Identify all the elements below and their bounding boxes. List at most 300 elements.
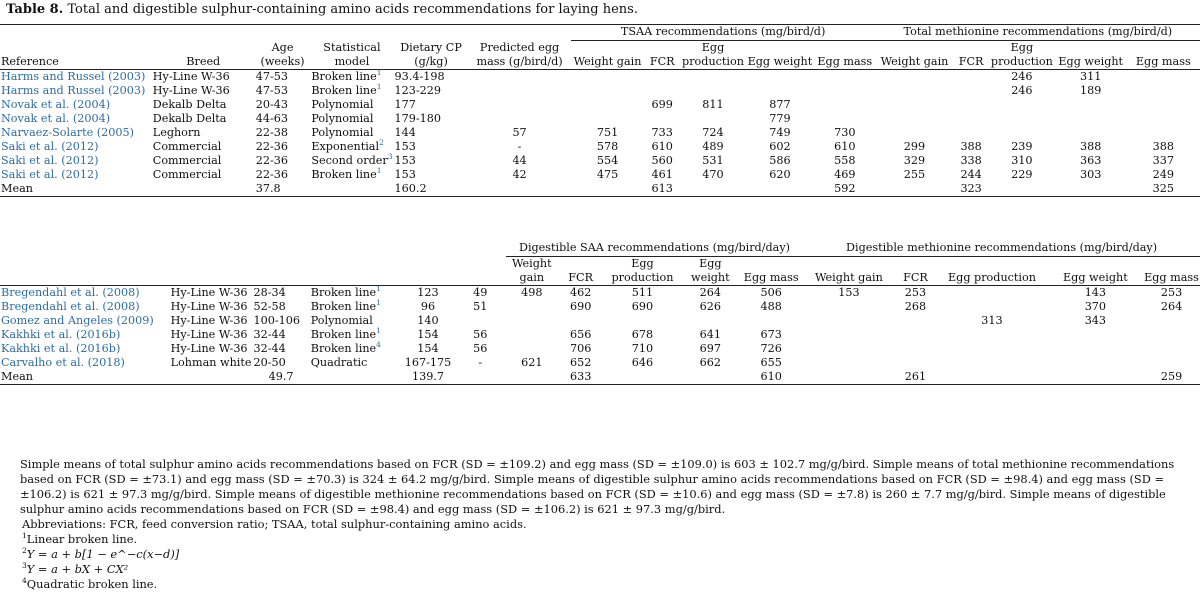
value-cell xyxy=(746,84,814,98)
footnote-4: $^4$Quadratic broken line. xyxy=(22,576,158,591)
breed-cell: Hy-Line W-36 xyxy=(170,300,248,313)
mean-saa-fcr: 633 xyxy=(558,370,604,385)
value-cell: 610 xyxy=(834,140,856,153)
value-cell xyxy=(1055,98,1127,112)
value-cell xyxy=(895,328,937,342)
age-cell: 22-36 xyxy=(255,168,288,181)
col-met-egg-mass: Egg mass xyxy=(1127,41,1200,70)
value-cell: 475 xyxy=(596,168,619,181)
col-dmet-egg-production: Egg production xyxy=(936,257,1047,286)
value-cell xyxy=(803,300,894,314)
value-cell: 264 xyxy=(699,286,721,299)
tsaa-table xyxy=(0,24,1200,197)
value-cell xyxy=(814,98,876,112)
value-cell xyxy=(953,112,989,126)
value-cell xyxy=(1055,112,1127,126)
col-saa-weight-gain: Weight gain xyxy=(506,257,558,286)
value-cell: 656 xyxy=(569,328,592,341)
value-cell: 249 xyxy=(1152,168,1174,181)
predicted-egg-mass-cell: 42 xyxy=(512,168,527,181)
model-name: Second order xyxy=(311,154,388,167)
predicted-egg-mass-cell: 51 xyxy=(473,300,488,313)
table-row xyxy=(0,286,1200,301)
reference-link[interactable]: Kakhki et al. (2016b) xyxy=(1,342,121,355)
value-cell xyxy=(746,70,814,85)
value-cell xyxy=(739,314,803,328)
table-footnotes xyxy=(20,457,1198,592)
footnote-3: $^3$Y = a + bX + CX² xyxy=(22,561,129,576)
statistical-model-cell xyxy=(310,84,393,98)
value-cell: 153 xyxy=(838,286,860,299)
breed-cell: Lohman white xyxy=(170,356,252,369)
footnote-marker[interactable]: 1 xyxy=(376,298,381,307)
reference-link[interactable]: Bregendahl et al. (2008) xyxy=(1,300,140,313)
model-name: Broken line xyxy=(310,342,377,355)
cp-cell: 153 xyxy=(394,168,416,181)
value-cell: 338 xyxy=(960,154,982,167)
reference-link[interactable]: Kakhki et al. (2016b) xyxy=(1,328,121,341)
predicted-egg-mass-cell: 49 xyxy=(473,286,488,299)
value-cell xyxy=(1143,328,1200,342)
value-cell xyxy=(1143,356,1200,370)
cp-cell: 96 xyxy=(420,300,436,313)
mean-label: Mean xyxy=(0,370,170,385)
value-cell: 313 xyxy=(981,314,1003,327)
statistical-model-cell xyxy=(310,112,393,126)
value-cell xyxy=(895,342,937,356)
value-cell xyxy=(1143,314,1200,328)
predicted-egg-mass-cell xyxy=(469,112,571,126)
cp-cell: 144 xyxy=(394,126,416,139)
value-cell: 370 xyxy=(1084,300,1107,313)
value-cell xyxy=(936,342,1047,356)
reference-link[interactable]: Harms and Russel (2003) xyxy=(1,84,146,97)
value-cell: 602 xyxy=(769,140,791,153)
reference-link[interactable]: Narvaez-Solarte (2005) xyxy=(1,126,134,139)
column-header-row xyxy=(0,257,1200,286)
value-cell xyxy=(803,314,894,328)
footnote-marker[interactable]: 1 xyxy=(376,284,381,293)
breed-cell: Dekalb Delta xyxy=(152,98,227,111)
col-met-weight-gain: Weight gain xyxy=(876,41,954,70)
value-cell xyxy=(558,314,604,328)
table-title: Total and digestible sulphur-containing amino acids recommendations for laying hens. xyxy=(63,2,638,17)
value-cell: 461 xyxy=(651,168,673,181)
value-cell xyxy=(571,98,645,112)
value-cell: 462 xyxy=(569,286,592,299)
col-saa-egg-production: Egg production xyxy=(604,257,682,286)
table-row xyxy=(0,112,1200,126)
value-cell: 311 xyxy=(1080,70,1102,83)
col-tsaa-egg-production: Egg production xyxy=(682,41,744,68)
statistical-model-cell xyxy=(310,314,402,328)
table-row xyxy=(0,328,1200,342)
age-cell: 100-106 xyxy=(253,314,300,327)
value-cell: 560 xyxy=(651,154,673,167)
value-cell: 706 xyxy=(569,342,592,355)
cp-cell: 154 xyxy=(417,328,439,341)
value-cell: 652 xyxy=(569,356,592,369)
footnote-marker[interactable]: 1 xyxy=(376,68,382,77)
col-tsaa-fcr: FCR xyxy=(644,41,680,70)
col-met-egg-weight: Egg weight xyxy=(1055,41,1127,70)
value-cell xyxy=(936,356,1047,370)
statistical-model-cell xyxy=(310,300,402,314)
value-cell xyxy=(814,70,876,85)
value-cell xyxy=(506,300,558,314)
value-cell xyxy=(1048,356,1143,370)
age-cell: 47-53 xyxy=(255,84,288,97)
age-cell: 22-38 xyxy=(255,126,288,139)
value-cell: 749 xyxy=(769,126,791,139)
tsaa-table-body xyxy=(0,70,1200,183)
model-name: Quadratic xyxy=(310,356,368,369)
predicted-egg-mass-cell: 56 xyxy=(473,342,488,355)
breed-cell: Hy-Line W-36 xyxy=(170,314,248,327)
model-name: Polynomial xyxy=(311,112,374,125)
table-row xyxy=(0,126,1200,140)
value-cell xyxy=(876,126,954,140)
mean-dmet-egg-mass: 259 xyxy=(1143,370,1200,385)
reference-link[interactable]: Carvalho et al. (2018) xyxy=(1,356,125,369)
header-group-row xyxy=(0,241,1200,257)
model-name: Polynomial xyxy=(310,314,373,327)
value-cell xyxy=(1127,98,1200,112)
breed-cell: Hy-Line W-36 xyxy=(170,342,248,355)
value-cell: 646 xyxy=(631,356,654,369)
model-name: Broken line xyxy=(311,70,377,83)
value-cell xyxy=(680,84,746,98)
mean-cp: 160.2 xyxy=(394,182,469,197)
value-cell: 506 xyxy=(760,286,782,299)
value-cell: 310 xyxy=(1011,154,1033,167)
table-row xyxy=(0,70,1200,85)
col-age: Age (weeks) xyxy=(255,41,311,70)
table-row xyxy=(0,300,1200,314)
breed-cell: Hy-Line W-36 xyxy=(170,328,248,341)
statistical-model-cell xyxy=(310,342,402,356)
dig-methionine-group-header: Digestible methionine recommendations (mg/bird/day) xyxy=(803,241,1200,257)
mean-tsaa-egg-mass: 592 xyxy=(814,182,876,197)
value-cell xyxy=(876,70,954,85)
age-cell: 22-36 xyxy=(255,154,288,167)
reference-link[interactable]: Saki et al. (2012) xyxy=(1,168,99,181)
mean-saa-egg-mass: 610 xyxy=(739,370,803,385)
cp-cell: 179-180 xyxy=(394,112,442,125)
value-cell xyxy=(803,342,894,356)
breed-cell: Dekalb Delta xyxy=(152,112,227,125)
value-cell xyxy=(953,84,989,98)
reference-link[interactable]: Bregendahl et al. (2008) xyxy=(1,286,140,299)
value-cell: 488 xyxy=(760,300,782,313)
abbreviations-note: Abbreviations: FCR, feed conversion ratio; TSAA, total sulphur-containing amino acids. xyxy=(22,517,527,531)
value-cell xyxy=(1048,328,1143,342)
value-cell xyxy=(1055,126,1127,140)
predicted-egg-mass-cell xyxy=(469,98,571,112)
breed-cell: Hy-Line W-36 xyxy=(170,286,248,299)
col-saa-egg-weight: Egg weight xyxy=(681,257,739,286)
value-cell: 511 xyxy=(631,286,654,299)
value-cell: 779 xyxy=(769,112,791,125)
breed-cell: Commercial xyxy=(152,154,222,167)
value-cell: 255 xyxy=(903,168,926,181)
breed-cell: Leghorn xyxy=(152,126,201,139)
value-cell xyxy=(895,356,937,370)
value-cell: 498 xyxy=(521,286,543,299)
statistical-model-cell xyxy=(310,356,402,370)
digestible-table xyxy=(0,241,1200,385)
col-saa-fcr: FCR xyxy=(558,257,604,286)
value-cell: 710 xyxy=(631,342,654,355)
value-cell: 641 xyxy=(699,328,721,341)
col-tsaa-egg-weight: Egg weight xyxy=(746,41,814,70)
value-cell: 337 xyxy=(1152,154,1174,167)
cp-cell: 167-175 xyxy=(404,356,452,369)
col-saa-egg-mass: Egg mass xyxy=(739,257,803,286)
value-cell xyxy=(506,328,558,342)
cp-cell: 123-229 xyxy=(394,84,442,97)
value-cell: 586 xyxy=(769,154,791,167)
value-cell xyxy=(571,112,645,126)
value-cell xyxy=(936,300,1047,314)
column-header-row xyxy=(0,41,1200,70)
statistical-model-cell xyxy=(310,168,393,182)
value-cell: 246 xyxy=(1011,70,1033,83)
value-cell xyxy=(803,356,894,370)
value-cell xyxy=(989,98,1055,112)
mean-met-egg-mass: 325 xyxy=(1127,182,1200,197)
formula-2: Y = a + b[1 − e^−c(x−d)] xyxy=(26,547,180,561)
value-cell xyxy=(644,84,680,98)
reference-link[interactable]: Novak et al. (2004) xyxy=(1,112,111,125)
value-cell: 268 xyxy=(904,300,927,313)
value-cell: 697 xyxy=(699,342,721,355)
value-cell: 253 xyxy=(904,286,927,299)
age-cell: 47-53 xyxy=(255,70,288,83)
footnote-marker[interactable]: 1 xyxy=(376,326,381,335)
value-cell: 730 xyxy=(834,126,856,139)
model-name: Broken line xyxy=(310,286,377,299)
col-tsaa-egg-mass: Egg mass xyxy=(814,41,876,70)
value-cell: 264 xyxy=(1160,300,1183,313)
mean-age: 37.8 xyxy=(255,182,311,197)
predicted-egg-mass-cell: 57 xyxy=(512,126,527,139)
methionine-group-header: Total methionine recommendations (mg/bird/d) xyxy=(876,25,1200,41)
col-model: Statistical model xyxy=(310,41,393,70)
value-cell: 673 xyxy=(760,328,782,341)
predicted-egg-mass-cell: 44 xyxy=(512,154,527,167)
value-cell: 620 xyxy=(769,168,791,181)
mean-age: 49.7 xyxy=(253,370,310,385)
value-cell xyxy=(681,314,739,328)
reference-link[interactable]: Gomez and Angeles (2009) xyxy=(1,314,154,327)
value-cell: 143 xyxy=(1084,286,1107,299)
value-cell xyxy=(506,314,558,328)
value-cell xyxy=(571,70,645,85)
cp-cell: 140 xyxy=(417,314,439,327)
mean-cp: 139.7 xyxy=(401,370,455,385)
value-cell xyxy=(1127,84,1200,98)
age-cell: 20-50 xyxy=(253,356,286,369)
value-cell: 470 xyxy=(702,168,724,181)
value-cell xyxy=(814,112,876,126)
value-cell xyxy=(644,112,680,126)
header-group-row xyxy=(0,25,1200,41)
value-cell: 578 xyxy=(596,140,619,153)
tsaa-group-header: TSAA recommendations (mg/bird/d) xyxy=(571,25,876,41)
predicted-egg-mass-cell xyxy=(469,84,571,98)
value-cell xyxy=(604,314,682,328)
value-cell: 877 xyxy=(769,98,791,111)
col-dmet-egg-mass: Egg mass xyxy=(1143,257,1200,286)
value-cell: 329 xyxy=(903,154,926,167)
value-cell: 244 xyxy=(960,168,982,181)
mean-dmet-fcr: 261 xyxy=(895,370,937,385)
table-row xyxy=(0,356,1200,370)
statistical-model-cell xyxy=(310,140,393,154)
col-cp: Dietary CP (g/kg) xyxy=(394,41,469,70)
footnote-marker[interactable]: 4 xyxy=(376,340,381,349)
value-cell xyxy=(680,70,746,85)
table-row xyxy=(0,84,1200,98)
col-dmet-fcr: FCR xyxy=(895,257,937,286)
value-cell xyxy=(876,112,954,126)
value-cell: 363 xyxy=(1080,154,1102,167)
value-cell xyxy=(876,84,954,98)
digestible-table-body xyxy=(0,286,1200,371)
value-cell xyxy=(876,98,954,112)
value-cell: 699 xyxy=(651,98,673,111)
mean-row xyxy=(0,370,1200,385)
mean-met-fcr: 323 xyxy=(953,182,989,197)
age-cell: 28-34 xyxy=(253,286,286,299)
table-caption xyxy=(6,2,638,17)
value-cell: 733 xyxy=(651,126,673,139)
value-cell xyxy=(1127,112,1200,126)
reference-link[interactable]: Novak et al. (2004) xyxy=(1,98,111,111)
value-cell: 678 xyxy=(631,328,654,341)
value-cell: 655 xyxy=(760,356,782,369)
footnote-2: $^2$Y = a + b[1 − e^−c(x−d)] xyxy=(22,546,180,561)
age-cell: 44-63 xyxy=(255,112,288,125)
mean-row xyxy=(0,182,1200,197)
statistical-model-cell xyxy=(310,328,402,342)
model-name: Exponential xyxy=(311,140,380,153)
value-cell: 246 xyxy=(1011,84,1033,97)
table-row xyxy=(0,342,1200,356)
value-cell: 751 xyxy=(596,126,619,139)
value-cell xyxy=(803,328,894,342)
means-paragraph: Simple means of total sulphur amino acids recommendations based on FCR (SD = ±109.2) and egg mass (SD = ±109.0) is 603 ± 102.7 mg/g/bird. Simple means of total methionine recommendations based on FCR (SD = ±73.1) and egg mass (SD = ±70.3) is 324 ± 64.2 mg/g/bird. Simple means of digestible sulphur amino acids recommendations based on FCR (SD = ±98.4) and egg mass (SD = ±106.2) is 621 ± 97.3 mg/g/bird. Simple means of digestible methionine recommendations based on FCR (SD = ±10.6) and egg mass (SD = ±7.8) is 260 ± 7.7 mg/g/bird. Simple means of digestible sulphur amino acids recommendations based on FCR (SD = ±98.4) and egg mass (SD = ±106.2) is 621 ± 97.3 mg/g/bird. xyxy=(20,457,1175,516)
value-cell: 343 xyxy=(1084,314,1107,327)
footnote-marker[interactable]: 2 xyxy=(379,138,384,147)
model-name: Polynomial xyxy=(311,126,374,139)
cp-cell: 93.4-198 xyxy=(394,70,445,83)
col-tsaa-weight-gain: Weight gain xyxy=(571,41,645,70)
value-cell xyxy=(953,126,989,140)
value-cell: 558 xyxy=(834,154,856,167)
cp-cell: 153 xyxy=(394,140,416,153)
breed-cell: Hy-Line W-36 xyxy=(152,70,230,83)
table-row xyxy=(0,140,1200,154)
cp-cell: 123 xyxy=(417,286,439,299)
footnote-marker[interactable]: 1 xyxy=(376,166,382,175)
breed-cell: Commercial xyxy=(152,140,222,153)
value-cell: 726 xyxy=(760,342,782,355)
age-cell: 20-43 xyxy=(255,98,288,111)
value-cell xyxy=(1127,70,1200,85)
value-cell xyxy=(571,84,645,98)
value-cell xyxy=(953,70,989,85)
reference-link[interactable]: Saki et al. (2012) xyxy=(1,140,99,153)
age-cell: 52-58 xyxy=(253,300,286,313)
col-dmet-weight-gain: Weight gain xyxy=(803,257,894,286)
value-cell xyxy=(953,98,989,112)
model-name: Broken line xyxy=(310,328,377,341)
col-breed: Breed xyxy=(152,41,255,70)
value-cell: 662 xyxy=(699,356,721,369)
value-cell: 531 xyxy=(702,154,724,167)
reference-link[interactable]: Saki et al. (2012) xyxy=(1,154,99,167)
predicted-egg-mass-cell xyxy=(455,314,506,328)
value-cell xyxy=(936,286,1047,301)
value-cell xyxy=(1143,342,1200,356)
table-row xyxy=(0,98,1200,112)
value-cell: 189 xyxy=(1080,84,1102,97)
value-cell: 388 xyxy=(1152,140,1174,153)
table-row xyxy=(0,314,1200,328)
value-cell: 253 xyxy=(1160,286,1183,299)
predicted-egg-mass-cell: 56 xyxy=(473,328,488,341)
value-cell: 811 xyxy=(702,98,724,111)
value-cell: 303 xyxy=(1080,168,1102,181)
value-cell: 388 xyxy=(960,140,982,153)
value-cell: 724 xyxy=(702,126,724,139)
footnote-marker[interactable]: 3 xyxy=(387,152,393,161)
age-cell: 32-44 xyxy=(253,342,286,355)
value-cell: 388 xyxy=(1080,140,1102,153)
model-name: Broken line xyxy=(311,84,377,97)
value-cell: 626 xyxy=(699,300,721,313)
value-cell xyxy=(989,112,1055,126)
value-cell xyxy=(936,328,1047,342)
statistical-model-cell xyxy=(310,98,393,112)
col-met-egg-production: Egg production xyxy=(990,41,1053,68)
reference-link[interactable]: Harms and Russel (2003) xyxy=(1,70,146,83)
value-cell xyxy=(506,342,558,356)
value-cell: 621 xyxy=(521,356,543,369)
value-cell: 299 xyxy=(903,140,926,153)
predicted-egg-mass-cell xyxy=(469,70,571,85)
table-row xyxy=(0,168,1200,182)
value-cell xyxy=(644,70,680,85)
value-cell xyxy=(1048,342,1143,356)
footnote-marker[interactable]: 1 xyxy=(376,82,382,91)
value-cell xyxy=(1127,126,1200,140)
model-name: Broken line xyxy=(311,168,377,181)
model-name: Broken line xyxy=(310,300,377,313)
cp-cell: 154 xyxy=(417,342,439,355)
statistical-model-cell xyxy=(310,286,402,301)
table-label: Table 8. xyxy=(6,2,64,17)
value-cell: 690 xyxy=(631,300,654,313)
predicted-egg-mass-cell: - xyxy=(478,356,483,369)
table-row xyxy=(0,154,1200,168)
mean-label: Mean xyxy=(0,182,152,197)
col-dmet-egg-weight: Egg weight xyxy=(1048,257,1143,286)
footnote-1: $^1$Linear broken line. xyxy=(22,531,138,546)
breed-cell: Hy-Line W-36 xyxy=(152,84,230,97)
